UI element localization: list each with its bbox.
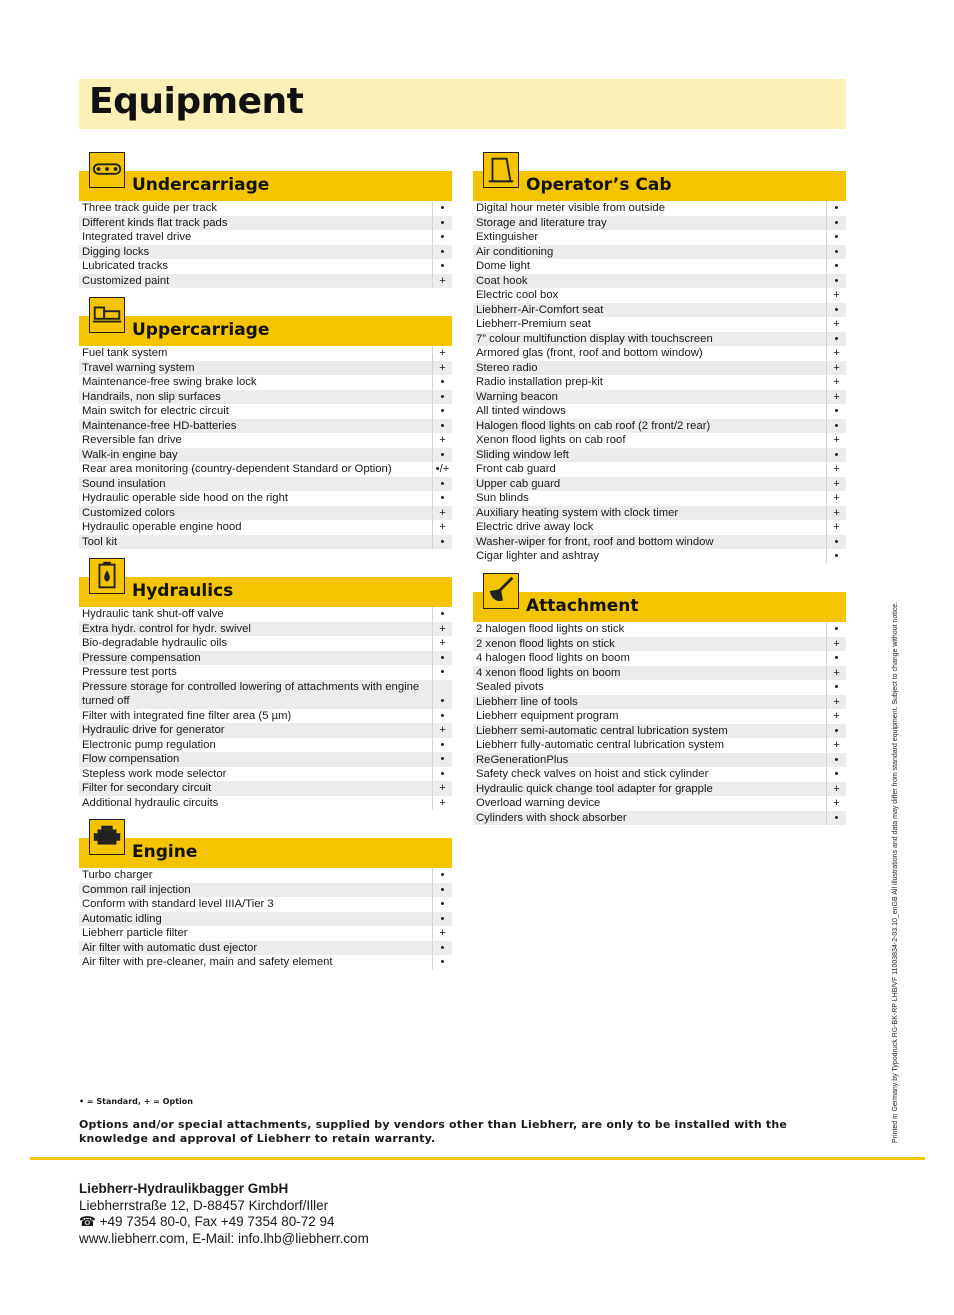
equipment-row (473, 709, 846, 724)
equipment-row (473, 695, 846, 710)
section-engine (79, 838, 452, 970)
equipment-row (473, 259, 846, 274)
equipment-row (473, 317, 846, 332)
equipment-label: Liebherr particle filter (82, 927, 188, 939)
availability-mark: • (826, 404, 846, 419)
equipment-label: ReGenerationPlus (476, 753, 569, 766)
item-list (473, 622, 846, 825)
equipment-row (79, 477, 452, 492)
equipment-row (79, 767, 452, 782)
equipment-row (79, 796, 452, 811)
availability-mark: • (826, 753, 846, 768)
equipment-label: Storage and literature tray (476, 216, 607, 229)
equipment-label: Customized paint (82, 274, 170, 287)
equipment-row (473, 201, 846, 216)
equipment-row (79, 245, 452, 260)
equipment-label: Tool kit (82, 535, 118, 548)
equipment-label: Stepless work mode selector (82, 767, 227, 780)
availability-mark: • (432, 491, 452, 506)
section-undercarriage (79, 171, 452, 288)
equipment-label: Warning beacon (476, 390, 558, 403)
equipment-label: Cylinders with shock absorber (476, 811, 627, 824)
availability-mark: + (826, 361, 846, 376)
equipment-row (473, 332, 846, 347)
equipment-label: Sound insulation (82, 477, 166, 490)
availability-mark: • (826, 680, 846, 695)
availability-mark: + (432, 433, 452, 448)
section-header (79, 171, 452, 201)
section-hydraulics (79, 577, 452, 810)
availability-mark: + (432, 520, 452, 535)
equipment-label: 4 xenon flood lights on boom (476, 666, 621, 679)
equipment-label: Turbo charger (82, 869, 153, 881)
availability-mark: • (432, 738, 452, 753)
equipment-row (473, 666, 846, 681)
equipment-label: Auxiliary heating system with clock timer (476, 506, 679, 519)
availability-mark: • (826, 811, 846, 826)
equipment-label: Dome light (476, 260, 530, 272)
equipment-label: Liebherr-Premium seat (476, 318, 591, 330)
equipment-row (473, 535, 846, 550)
equipment-row (473, 216, 846, 231)
company-address: Liebherrstraße 12, D-88457 Kirchdorf/Iller (79, 1197, 329, 1213)
equipment-row (79, 535, 452, 550)
equipment-label: Travel warning system (82, 361, 195, 374)
equipment-row (79, 375, 452, 390)
equipment-row (473, 419, 846, 434)
section-title: Operator’s Cab (526, 175, 672, 195)
equipment-label: Lubricated tracks (82, 260, 169, 272)
equipment-label: Extra hydr. control for hydr. swivel (82, 622, 251, 635)
equipment-row (79, 404, 452, 419)
availability-mark: • (826, 201, 846, 216)
item-list (79, 346, 452, 549)
title-band (79, 79, 846, 129)
uppercarriage-icon (89, 297, 125, 333)
availability-mark: • (826, 622, 846, 637)
equipment-label: Digging locks (82, 245, 150, 258)
equipment-label: Rear area monitoring (country-dependent Standard or Option) (82, 463, 392, 475)
equipment-label: Bio-degradable hydraulic oils (82, 637, 228, 649)
equipment-row (79, 448, 452, 463)
equipment-label: Hydraulic operable engine hood (82, 521, 242, 533)
equipment-label: Armored glas (front, roof and bottom window) (476, 347, 703, 359)
section-title: Uppercarriage (132, 320, 270, 340)
equipment-label: Liebherr fully-automatic central lubrication system (476, 739, 725, 751)
equipment-label: Digital hour meter visible from outside (476, 202, 665, 214)
item-list (473, 201, 846, 564)
equipment-row (473, 680, 846, 695)
availability-mark: + (826, 390, 846, 405)
equipment-label: Halogen flood lights on cab roof (2 front/2 rear) (476, 419, 711, 432)
availability-mark: • (432, 390, 452, 405)
equipment-row (79, 274, 452, 289)
availability-mark: + (432, 622, 452, 637)
availability-mark: + (826, 346, 846, 361)
equipment-row (79, 752, 452, 767)
availability-mark: + (432, 506, 452, 521)
availability-mark: • (432, 752, 452, 767)
equipment-row (473, 637, 846, 652)
availability-mark: • (432, 259, 452, 274)
equipment-row (79, 259, 452, 274)
equipment-label: Washer-wiper for front, roof and bottom window (476, 535, 714, 548)
availability-mark: • (432, 868, 452, 883)
availability-mark: + (826, 317, 846, 332)
equipment-label: Sliding window left (476, 448, 569, 461)
hydraulic-tank-icon (89, 558, 125, 594)
equipment-row (473, 448, 846, 463)
equipment-label: Automatic idling (82, 912, 162, 925)
equipment-row (473, 767, 846, 782)
equipment-row (79, 390, 452, 405)
availability-mark: • (826, 303, 846, 318)
equipment-row (473, 245, 846, 260)
equipment-label: Maintenance-free HD-batteries (82, 419, 237, 432)
availability-mark: • (432, 230, 452, 245)
equipment-row (79, 738, 452, 753)
availability-mark: • (432, 404, 452, 419)
equipment-row (473, 796, 846, 811)
company-web: www.liebherr.com, E-Mail: info.lhb@liebherr.com (79, 1230, 369, 1246)
equipment-row (473, 724, 846, 739)
availability-mark: • (432, 448, 452, 463)
item-list (79, 607, 452, 810)
availability-mark: + (826, 637, 846, 652)
availability-mark: + (826, 433, 846, 448)
equipment-row (79, 651, 452, 666)
equipment-row (79, 607, 452, 622)
availability-mark: • (432, 477, 452, 492)
page-title: Equipment (89, 81, 304, 122)
equipment-row (473, 404, 846, 419)
equipment-label: Electric drive away lock (476, 521, 594, 533)
section-uppercarriage (79, 316, 452, 549)
equipment-label: Liebherr line of tools (476, 695, 578, 708)
equipment-label: Liebherr equipment program (476, 710, 619, 722)
equipment-label: Electronic pump regulation (82, 738, 216, 751)
availability-mark: + (432, 926, 452, 941)
equipment-row (473, 506, 846, 521)
equipment-label: Pressure compensation (82, 651, 201, 664)
equipment-label: Filter for secondary circuit (82, 782, 212, 794)
equipment-label: Air filter with pre-cleaner, main and safety element (82, 956, 333, 968)
equipment-row (79, 868, 452, 883)
availability-mark: •/+ (432, 462, 452, 477)
equipment-row (79, 781, 452, 796)
equipment-row (79, 346, 452, 361)
availability-mark: • (432, 709, 452, 724)
equipment-label: Sealed pivots (476, 681, 544, 693)
equipment-row (473, 622, 846, 637)
availability-mark: • (826, 767, 846, 782)
section-title: Engine (132, 842, 198, 862)
equipment-row (79, 433, 452, 448)
availability-mark: + (432, 723, 452, 738)
equipment-label: Xenon flood lights on cab roof (476, 434, 626, 446)
availability-mark: • (432, 651, 452, 666)
availability-mark: + (432, 346, 452, 361)
equipment-label: Fuel tank system (82, 347, 168, 359)
section-header (79, 316, 452, 346)
equipment-label: Sun blinds (476, 492, 529, 504)
equipment-label: 4 halogen flood lights on boom (476, 652, 630, 664)
availability-mark: • (826, 245, 846, 260)
equipment-row (79, 680, 452, 709)
equipment-row (79, 926, 452, 941)
availability-mark: • (826, 274, 846, 289)
availability-mark: • (826, 535, 846, 550)
equipment-row (79, 462, 452, 477)
equipment-label: Reversible fan drive (82, 434, 182, 446)
equipment-row (79, 636, 452, 651)
equipment-row (79, 506, 452, 521)
availability-mark: • (826, 419, 846, 434)
availability-mark: • (432, 941, 452, 956)
equipment-label: 2 xenon flood lights on stick (476, 637, 615, 650)
availability-mark: • (432, 201, 452, 216)
item-list (79, 868, 452, 970)
equipment-label: Pressure test ports (82, 666, 177, 678)
print-notice: Printed in Germany by Typodruck RG-BK-RP LHB/VF 11003834-2-03.10_enGB All illustrations and data may differ from standard equipment. Subject to change without notice. (892, 601, 899, 1143)
equipment-row (79, 520, 452, 535)
availability-mark: + (826, 738, 846, 753)
availability-mark: • (432, 535, 452, 550)
equipment-row (79, 419, 452, 434)
availability-mark: + (826, 695, 846, 710)
equipment-label: Handrails, non slip surfaces (82, 390, 221, 403)
availability-mark: • (432, 883, 452, 898)
equipment-row (473, 433, 846, 448)
availability-mark: • (826, 448, 846, 463)
equipment-row (473, 230, 846, 245)
availability-mark: + (826, 375, 846, 390)
equipment-row (473, 549, 846, 564)
equipment-row (79, 941, 452, 956)
section-operators-cab (473, 171, 846, 564)
equipment-label: Electric cool box (476, 289, 559, 301)
equipment-label: 2 halogen flood lights on stick (476, 623, 625, 635)
equipment-row (79, 883, 452, 898)
equipment-label: Hydraulic quick change tool adapter for grapple (476, 782, 713, 795)
availability-mark: + (432, 636, 452, 651)
equipment-label: 7” colour multifunction display with touchscreen (476, 332, 713, 345)
equipment-label: Integrated travel drive (82, 231, 192, 243)
equipment-row (79, 955, 452, 970)
availability-mark: • (432, 665, 452, 680)
availability-mark: • (826, 259, 846, 274)
availability-mark: • (826, 216, 846, 231)
equipment-row (79, 216, 452, 231)
footer-divider (30, 1157, 925, 1160)
equipment-label: Pressure storage for controlled lowering of attachments with engine turned off (82, 680, 420, 707)
section-header (473, 171, 846, 201)
track-icon (89, 152, 125, 188)
equipment-label: Extinguisher (476, 231, 539, 243)
equipment-row (79, 361, 452, 376)
equipment-row (473, 477, 846, 492)
warranty-notice: Options and/or special attachments, supplied by vendors other than Liebherr, are only to be installed with the knowledge and approval of Liebherr to retain warranty. (79, 1118, 788, 1145)
availability-mark: + (826, 666, 846, 681)
engine-icon (89, 819, 125, 855)
availability-mark: + (826, 477, 846, 492)
equipment-row (473, 390, 846, 405)
availability-mark: + (826, 288, 846, 303)
availability-mark: • (432, 419, 452, 434)
equipment-label: Hydraulic operable side hood on the right (82, 492, 288, 504)
equipment-label: Customized colors (82, 506, 175, 519)
equipment-label: Walk-in engine bay (82, 448, 178, 461)
company-info (79, 1181, 369, 1247)
equipment-label: Flow compensation (82, 753, 180, 765)
availability-mark: • (432, 375, 452, 390)
equipment-row (473, 520, 846, 535)
equipment-row (473, 753, 846, 768)
equipment-row (473, 491, 846, 506)
equipment-row (473, 462, 846, 477)
equipment-row (473, 288, 846, 303)
equipment-label: Additional hydraulic circuits (82, 796, 219, 809)
availability-mark: • (432, 216, 452, 231)
availability-mark: • (432, 607, 452, 622)
equipment-label: Stereo radio (476, 361, 538, 374)
item-list (79, 201, 452, 288)
equipment-row (79, 897, 452, 912)
equipment-row (79, 665, 452, 680)
availability-mark: • (826, 651, 846, 666)
availability-mark: • (432, 912, 452, 927)
equipment-label: Upper cab guard (476, 477, 561, 490)
availability-mark: • (432, 767, 452, 782)
equipment-label: Three track guide per track (82, 202, 217, 214)
section-header (79, 838, 452, 868)
company-phone: ☎ +49 7354 80-0, Fax +49 7354 80-72 94 (79, 1214, 335, 1229)
section-header (79, 577, 452, 607)
section-title: Attachment (526, 596, 639, 616)
equipment-row (473, 782, 846, 797)
legend: • = Standard, + = Option (79, 1097, 193, 1106)
availability-mark: + (826, 520, 846, 535)
availability-mark: + (826, 709, 846, 724)
equipment-row (473, 361, 846, 376)
equipment-label: Cigar lighter and ashtray (476, 550, 600, 562)
availability-mark: + (432, 781, 452, 796)
equipment-row (79, 912, 452, 927)
equipment-label: Maintenance-free swing brake lock (82, 376, 257, 388)
availability-mark: • (432, 680, 452, 709)
availability-mark: • (432, 897, 452, 912)
equipment-row (79, 230, 452, 245)
equipment-label: Liebherr-Air-Comfort seat (476, 303, 604, 316)
equipment-label: Hydraulic drive for generator (82, 724, 225, 736)
availability-mark: + (826, 462, 846, 477)
equipment-label: Air filter with automatic dust ejector (82, 941, 258, 954)
equipment-row (79, 491, 452, 506)
availability-mark: + (432, 274, 452, 289)
availability-mark: • (826, 724, 846, 739)
availability-mark: • (826, 549, 846, 564)
equipment-row (79, 622, 452, 637)
cab-icon (483, 152, 519, 188)
equipment-row (473, 375, 846, 390)
availability-mark: • (826, 332, 846, 347)
equipment-label: Main switch for electric circuit (82, 405, 229, 417)
equipment-label: Liebherr semi-automatic central lubrication system (476, 724, 728, 737)
availability-mark: + (826, 796, 846, 811)
company-name: Liebherr-Hydraulikbagger GmbH (79, 1181, 289, 1196)
equipment-row (473, 651, 846, 666)
availability-mark: + (826, 782, 846, 797)
equipment-label: Front cab guard (476, 463, 556, 475)
section-title: Hydraulics (132, 581, 234, 601)
equipment-label: Different kinds flat track pads (82, 216, 228, 229)
equipment-label: Air conditioning (476, 245, 554, 258)
equipment-row (473, 738, 846, 753)
availability-mark: + (826, 491, 846, 506)
equipment-label: Common rail injection (82, 883, 191, 896)
equipment-label: Conform with standard level IIIA/Tier 3 (82, 898, 274, 910)
equipment-row (473, 274, 846, 289)
equipment-row (473, 346, 846, 361)
equipment-row (79, 201, 452, 216)
equipment-label: Radio installation prep-kit (476, 376, 603, 388)
availability-mark: + (432, 796, 452, 811)
equipment-row (473, 303, 846, 318)
equipment-row (79, 723, 452, 738)
equipment-label: Hydraulic tank shut-off valve (82, 608, 224, 620)
section-attachment (473, 592, 846, 825)
availability-mark: • (432, 955, 452, 970)
availability-mark: + (826, 506, 846, 521)
availability-mark: + (432, 361, 452, 376)
equipment-label: Coat hook (476, 274, 528, 287)
section-header (473, 592, 846, 622)
equipment-label: Safety check valves on hoist and stick cylinder (476, 768, 709, 780)
equipment-label: Filter with integrated fine filter area (5 µm) (82, 709, 292, 722)
equipment-label: All tinted windows (476, 405, 566, 417)
availability-mark: • (826, 230, 846, 245)
availability-mark: • (432, 245, 452, 260)
section-title: Undercarriage (132, 175, 270, 195)
bucket-icon (483, 573, 519, 609)
equipment-row (473, 811, 846, 826)
equipment-row (79, 709, 452, 724)
equipment-label: Overload warning device (476, 797, 601, 809)
